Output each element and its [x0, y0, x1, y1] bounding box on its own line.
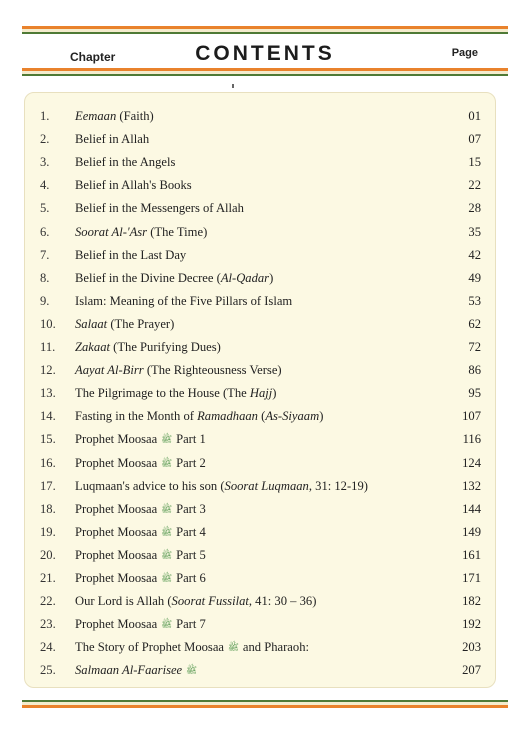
toc-row-number: 12. [40, 363, 56, 378]
toc-row-page: 22 [468, 178, 481, 193]
toc-row-page: 207 [462, 663, 481, 678]
toc-row-page: 182 [462, 594, 481, 609]
page-title: CONTENTS [195, 42, 335, 65]
toc-row-title [75, 594, 316, 609]
toc-title-segment: Part 4 [176, 524, 206, 539]
toc-row-page: 07 [468, 132, 481, 147]
toc-row-number: 15. [40, 432, 56, 447]
toc-title-segment: Belief in the Angels [75, 155, 176, 170]
toc-row-page: 53 [468, 293, 481, 308]
toc-title-segment: Islam: Meaning of the Five Pillars of Islam [75, 293, 293, 308]
toc-row-number: 13. [40, 386, 56, 401]
toc-row [25, 500, 495, 523]
toc-row-page: 49 [468, 270, 481, 285]
toc-row-number: 6. [40, 224, 50, 239]
toc-row [25, 661, 495, 684]
toc-row-title [75, 409, 323, 424]
page-column-label: Page [451, 47, 478, 59]
toc-row [25, 430, 495, 453]
toc-title-segment: Luqmaan's advice to his son ( [75, 478, 225, 493]
toc-row-page: 124 [462, 455, 481, 470]
toc-title-segment: As-Siyaam [265, 409, 320, 424]
toc-title-segment: Part 7 [176, 617, 206, 632]
header-divider-band [22, 68, 508, 78]
toc-title-segment: Soorat Luqmaan [224, 478, 309, 493]
toc-row-title [75, 178, 192, 193]
toc-row-page: 01 [468, 109, 481, 123]
toc-row [25, 638, 495, 661]
toc-row-title [75, 502, 206, 517]
toc-row-title [75, 132, 149, 147]
toc-title-segment: , 41: 30 – 36) [248, 594, 317, 609]
toc-row-title [75, 109, 154, 124]
toc-title-segment: Soorat Fussilat [171, 594, 249, 609]
toc-row-title [75, 525, 206, 540]
toc-row [25, 407, 495, 430]
toc-row-title [75, 317, 174, 332]
toc-row [25, 523, 495, 546]
toc-title-segment: Zakaat [75, 340, 110, 354]
toc-row-page: 192 [462, 617, 481, 632]
toc-title-segment: Prophet Moosaa [75, 455, 158, 470]
toc-title-segment: Salaat [75, 316, 108, 331]
toc-row-number: 22. [40, 594, 56, 609]
toc-title-segment: Belief in Allah's Books [75, 178, 192, 193]
toc-row-number: 16. [40, 455, 56, 470]
toc-row [25, 569, 495, 592]
toc-row [25, 246, 495, 269]
toc-title-segment: Our Lord is Allah ( [75, 594, 172, 609]
salutation-icon: ﷺ [161, 573, 173, 583]
mid-green-stripe [22, 74, 508, 76]
toc-title-segment: The Pilgrimage to the House (The [75, 386, 250, 401]
contents-header [22, 36, 508, 68]
bottom-decorative-band [22, 700, 508, 710]
toc-row-page: 72 [468, 340, 481, 354]
toc-title-segment: Prophet Moosaa [75, 432, 158, 447]
toc-title-segment: Prophet Moosaa [75, 617, 158, 632]
toc-title-segment: and Pharaoh: [242, 640, 309, 655]
toc-row-title [75, 386, 276, 401]
toc-title-segment: (The Righteousness Verse) [143, 363, 282, 378]
toc-title-segment: Salmaan Al-Faarisee [75, 663, 183, 678]
toc-row-number: 7. [40, 247, 50, 262]
toc-row-number: 1. [40, 109, 50, 123]
toc-row-page: 203 [462, 640, 481, 655]
toc-row-page: 42 [468, 247, 481, 262]
toc-row-page: 15 [468, 155, 481, 170]
toc-row-page: 171 [462, 571, 481, 585]
toc-row-page: 95 [468, 386, 481, 401]
toc-row-number: 4. [40, 178, 50, 193]
toc-row-number: 23. [40, 617, 56, 632]
toc-row-number: 17. [40, 478, 56, 493]
toc-row-page: 161 [462, 547, 481, 562]
toc-row-number: 25. [40, 663, 56, 678]
toc-row-page: 28 [468, 201, 481, 216]
salutation-icon: ﷺ [186, 665, 198, 676]
toc-row-page: 144 [462, 501, 481, 516]
toc-row-number: 5. [40, 201, 50, 216]
toc-row-title [75, 571, 206, 586]
toc-row-title [75, 248, 186, 263]
toc-title-segment: Part 1 [176, 432, 206, 447]
toc-row-number: 8. [40, 270, 50, 285]
toc-row-title [75, 479, 368, 494]
toc-row-title [75, 201, 244, 216]
toc-row [25, 130, 495, 153]
toc-row-page: 116 [462, 432, 481, 447]
toc-title-segment: The Story of Prophet Moosaa [75, 640, 225, 655]
toc-row [25, 592, 495, 615]
toc-title-segment: Prophet Moosaa [75, 524, 158, 539]
toc-row [25, 615, 495, 638]
bottom-orange-stripe [22, 705, 508, 708]
salutation-icon: ﷺ [161, 503, 173, 514]
toc-row-number: 21. [40, 571, 56, 585]
print-mark [232, 84, 234, 88]
salutation-icon: ﷺ [161, 526, 173, 537]
toc-row-number: 11. [40, 340, 56, 354]
salutation-icon: ﷺ [161, 457, 173, 468]
toc-row [25, 223, 495, 246]
toc-row [25, 199, 495, 222]
toc-row-number: 14. [40, 409, 56, 424]
toc-row-title [75, 548, 206, 563]
toc-title-segment: , 31: 12-19) [308, 478, 368, 493]
toc-title-segment: Belief in the Messengers of Allah [75, 201, 244, 216]
toc-title-segment: Part 6 [176, 571, 206, 585]
toc-row-number: 2. [40, 132, 50, 147]
toc-title-segment: Aayat Al-Birr [75, 363, 144, 378]
toc-row [25, 176, 495, 199]
salutation-icon: ﷺ [161, 619, 173, 630]
toc-title-segment: Ramadhaan [197, 409, 258, 424]
toc-title-segment: Part 2 [176, 455, 206, 470]
toc-title-segment: Belief in the Last Day [75, 247, 187, 262]
toc-title-segment: ) [269, 270, 274, 285]
toc-row-title [75, 617, 206, 632]
toc-title-segment: ) [272, 386, 277, 401]
top-green-stripe [22, 32, 508, 34]
salutation-icon: ﷺ [161, 434, 173, 445]
toc-row [25, 338, 495, 361]
toc-title-segment: Fasting in the Month of [75, 409, 198, 424]
toc-row-page: 86 [468, 363, 481, 378]
toc-title-segment: (The Time) [147, 224, 208, 239]
top-decorative-band [22, 26, 508, 36]
toc-title-segment: (The Purifying Dues) [109, 340, 221, 354]
toc-title-segment: ) [319, 409, 324, 424]
toc-row-title [75, 432, 206, 447]
toc-row [25, 153, 495, 176]
toc-title-segment: Eemaan [75, 109, 117, 123]
toc-title-segment: Belief in the Divine Decree ( [75, 270, 221, 285]
toc-row-number: 10. [40, 316, 56, 331]
toc-row-title [75, 271, 273, 286]
toc-row [25, 384, 495, 407]
toc-row [25, 361, 495, 384]
toc-title-segment: Al-Qadar [220, 270, 270, 285]
toc-row-title [75, 456, 206, 471]
toc-row [25, 454, 495, 477]
toc-title-segment: Part 5 [176, 547, 206, 562]
toc-row [25, 107, 495, 130]
toc-row-number: 9. [40, 293, 50, 308]
salutation-icon: ﷺ [161, 549, 173, 560]
toc-title-segment: ( [257, 409, 266, 424]
toc-title-segment: Hajj [249, 386, 273, 401]
toc-title-segment: (Faith) [116, 109, 154, 123]
toc-title-segment: Part 3 [176, 501, 206, 516]
toc-row-title [75, 225, 207, 240]
toc-title-segment: Soorat Al-'Asr [75, 224, 148, 239]
toc-title-segment: Prophet Moosaa [75, 571, 158, 585]
toc-row-number: 24. [40, 640, 56, 655]
toc-row-page: 62 [468, 316, 481, 331]
toc-row-number: 3. [40, 155, 50, 170]
toc-row-page: 132 [462, 478, 481, 493]
toc-row-number: 18. [40, 501, 56, 516]
toc-row-page: 149 [462, 524, 481, 539]
chapter-column-label: Chapter [70, 50, 116, 64]
toc-row-page: 107 [462, 409, 481, 424]
toc-row [25, 477, 495, 500]
toc-title-segment: Prophet Moosaa [75, 501, 158, 516]
toc-panel [24, 92, 496, 688]
salutation-icon: ﷺ [228, 642, 239, 653]
toc-row [25, 292, 495, 315]
toc-row [25, 315, 495, 338]
toc-row [25, 269, 495, 292]
toc-row-title [75, 340, 221, 355]
toc-row-title [75, 663, 201, 678]
toc-row-title [75, 640, 309, 655]
toc-title-segment: (The Prayer) [107, 316, 175, 331]
toc-row-number: 20. [40, 547, 56, 562]
toc-row-title [75, 363, 282, 378]
toc-title-segment: Prophet Moosaa [75, 547, 158, 562]
toc-row-title [75, 294, 292, 309]
toc-row [25, 546, 495, 569]
toc-title-segment: Belief in Allah [75, 132, 150, 147]
toc-row-number: 19. [40, 524, 56, 539]
toc-row-title [75, 155, 175, 170]
toc-row-page: 35 [468, 224, 481, 239]
